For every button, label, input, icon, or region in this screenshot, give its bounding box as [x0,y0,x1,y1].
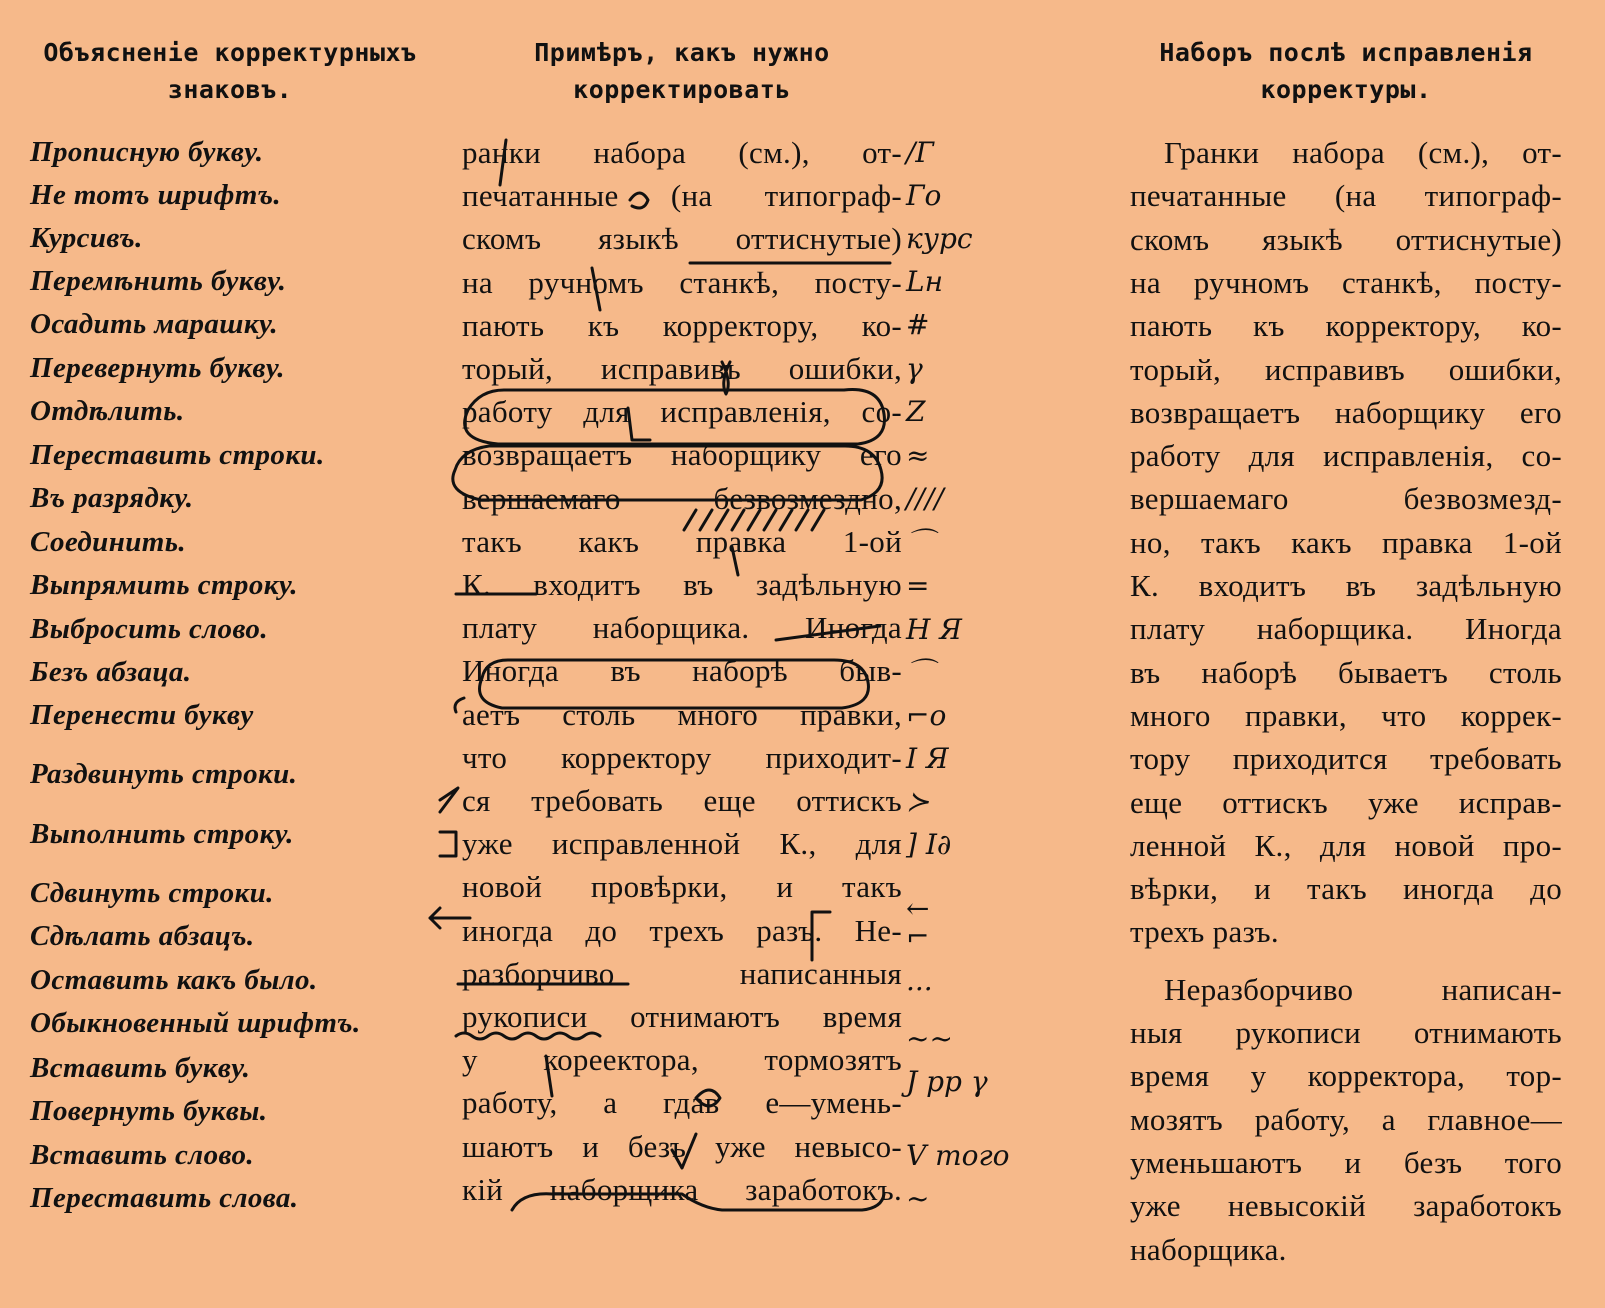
example-line: разборчиво написанныя [462,955,902,991]
legend-item: Соединить. [30,526,186,558]
example-line: такъ какъ правка 1-ой [462,523,902,559]
legend-item: Перенести букву [30,699,254,731]
result-line: ныя рукописи отнимають [1130,1015,1562,1050]
legend-item: Не тотъ шрифтъ. [30,179,282,211]
margin-mark: ⌒ [906,656,935,689]
margin-mark: ] I∂ [906,828,952,861]
result-line: но, такъ какъ правка 1-ой [1130,524,1562,560]
margin-mark: ≈ [906,439,930,472]
example-line: шаютъ и безъ уже невысо- [462,1128,902,1164]
result-line: на ручномъ станкѣ, посту- [1130,264,1562,300]
result-header [1130,34,1562,108]
margin-mark: курс [906,222,973,255]
margin-mark: ← [906,892,930,925]
spread-lines-icon [440,788,458,812]
margin-mark: Z [906,395,926,428]
example-line: аетъ столь много правки, [462,696,902,732]
legend-item: Обыкновенный шрифтъ. [30,1007,361,1039]
example-line: Иногда въ наборѣ быв- [462,653,902,689]
result-line: вершаемаго безвозмезд- [1130,481,1562,517]
legend-item: Въ разрядку. [30,482,194,514]
result-line: мозятъ работу, а главное— [1130,1101,1562,1137]
margin-mark: # [906,308,930,341]
margin-mark: ~ [906,1182,930,1215]
example-line: уже исправленной К., для [462,826,902,862]
result-line: торый, исправивъ ошибки, [1130,351,1562,387]
example-line: вершаемаго безвозмездно, [462,480,902,516]
result-line: время у корректора, тор- [1130,1058,1562,1094]
legend-header [20,34,440,108]
legend-item: Выпрямить строку. [30,569,298,601]
example-line: печатанные (на типограф- [462,178,902,214]
margin-mark: Го [906,179,942,212]
legend-item: Прописную букву. [30,136,264,168]
margin-mark: J рр γ [906,1065,988,1098]
result-header-line-1: Наборъ послѣ исправленія [1159,38,1533,67]
result-line: уже невысокій заработокъ [1130,1188,1562,1224]
result-line: уменьшаютъ и безъ того [1130,1144,1562,1180]
legend-item: Перевернуть букву. [30,352,285,384]
margin-mark: //// [906,482,944,515]
example-line: скомъ языкѣ оттиснутые) [462,221,902,257]
example-header-line-1: Примѣръ, какъ нужно [534,38,830,67]
legend-item: Переставить слова. [30,1182,299,1214]
margin-mark: V того [906,1139,1010,1172]
legend-item: Курсивъ. [30,222,143,254]
legend-item: Безъ абзаца. [30,656,192,688]
result-line: печатанные (на типограф- [1130,178,1562,214]
result-line: въ наборѣ бываетъ столь [1130,654,1562,690]
legend-header-line-2: знаковъ. [167,75,293,104]
result-line: скомъ языкѣ оттиснутые) [1130,221,1562,257]
result-line: ленной К., для новой про- [1130,827,1562,863]
legend-item: Осадить марашку. [30,308,279,340]
margin-mark: γ [906,352,923,385]
example-line: кій наборщика заработокъ. [462,1171,902,1207]
legend-item: Раздвинуть строки. [30,758,298,790]
legend-item: Сдѣлать абзацъ. [30,920,255,952]
legend-item: Перемѣнить букву. [30,265,287,297]
legend-item: Сдвинуть строки. [30,877,274,909]
margin-mark: ≻ [906,785,930,818]
example-line: ранки набора (см.), от- [462,135,902,170]
example-line: плату наборщика. Иногда [462,610,902,646]
result-line: Неразборчиво написан- [1164,971,1562,1007]
margin-mark: ⌐о [906,699,947,732]
result-line: К. входитъ въ задѣльную [1130,568,1562,603]
result-line: еще оттискъ уже исправ- [1130,784,1562,820]
example-line: возвращаетъ наборщику его [462,437,902,473]
example-line: новой провѣрки, и такъ [462,869,902,905]
margin-mark: /Г [906,136,934,169]
result-line: возвращаетъ наборщику его [1130,394,1562,430]
legend-item: Отдѣлить. [30,395,185,427]
legend-item: Повернуть буквы. [30,1095,268,1127]
legend-item: Оставить какъ было. [30,964,318,996]
example-line: К. входитъ въ задѣльную [462,567,902,602]
example-line: пають къ корректору, ко- [462,307,902,343]
result-line: вѣрки, и такъ иногда до [1130,871,1562,907]
example-line: у кореектора, тормозятъ [462,1042,902,1078]
example-header-line-2: корректировать [573,75,791,104]
legend-header-line-1: Объясненіе корректурныхъ [43,38,417,67]
result-line: много правки, что коррек- [1130,697,1562,733]
result-line: трехъ разъ. [1130,914,1279,950]
example-line: на ручномъ станкѣ, посту- [462,264,902,300]
example-line: что корректору приходит- [462,739,902,775]
legend-item: Выбросить слово. [30,613,268,645]
example-line: рукописи отнимаютъ время [462,999,902,1034]
fill-line-bracket-icon [440,832,456,856]
result-line: наборщика. [1130,1231,1287,1267]
example-line: работу, а гдав е—умень- [462,1085,902,1121]
legend-item: Переставить строки. [30,439,325,471]
margin-mark: ⌒ [906,526,935,559]
result-line: плату наборщика. Иногда [1130,611,1562,647]
result-line: пають къ корректору, ко- [1130,308,1562,344]
example-line: торый, исправивъ ошибки, [462,351,902,386]
example-line: иногда до трехъ разъ. Не- [462,912,902,948]
margin-mark: = [906,569,930,602]
example-line: ся требовать еще оттискъ [462,783,902,818]
example-line: работу для исправленія, со- [462,394,902,430]
result-line: работу для исправленія, со- [1130,438,1562,474]
legend-item: Вставить букву. [30,1052,251,1084]
margin-mark: ~~ [906,1022,953,1055]
result-header-line-2: корректуры. [1260,75,1432,104]
margin-mark: I Я [906,742,949,775]
legend-item: Выполнить строку. [30,818,294,850]
example-header [462,34,902,108]
margin-mark: Lн [906,265,944,298]
result-line: тору приходится требовать [1130,741,1562,777]
margin-mark: ⌐ [906,920,930,953]
margin-mark: Н Я [906,613,962,646]
legend-item: Вставить слово. [30,1139,254,1171]
result-line: Гранки набора (см.), от- [1164,135,1562,170]
margin-mark: ... [906,964,933,997]
